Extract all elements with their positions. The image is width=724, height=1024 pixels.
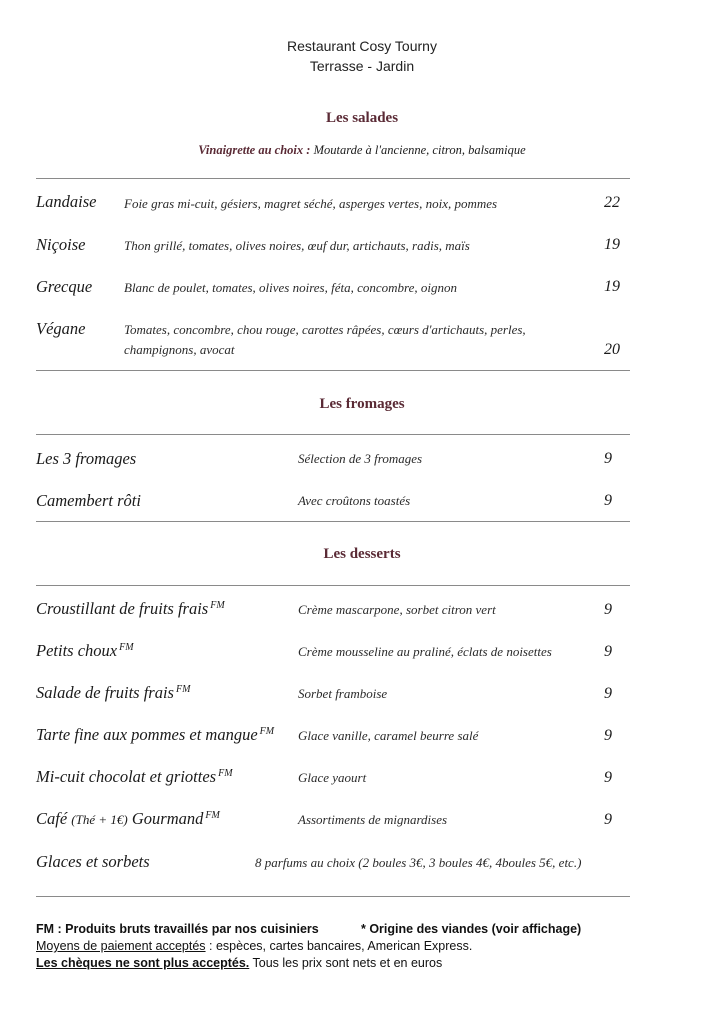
vinaigrette-label: Vinaigrette au choix :	[198, 143, 311, 157]
divider	[36, 434, 630, 435]
dessert-price: 9	[604, 643, 612, 660]
fm-mark: FM	[210, 599, 225, 611]
dessert-name: Glaces et sorbets	[36, 852, 150, 871]
dessert-description: Crème mousseline au praliné, éclats de noisettes	[298, 644, 552, 659]
salad-description: Thon grillé, tomates, olives noires, œuf dur, artichauts, radis, maïs	[124, 238, 470, 253]
dessert-price: 9	[604, 601, 612, 618]
dessert-description: Sorbet framboise	[298, 686, 388, 701]
cheese-price: 9	[604, 450, 612, 467]
dessert-description: Assortiments de mignardises	[298, 812, 448, 827]
divider	[36, 585, 630, 586]
vinaigrette-options: Moutarde à l'ancienne, citron, balsamique	[313, 143, 526, 157]
cheese-price: 9	[604, 492, 612, 509]
dessert-price: 9	[604, 727, 612, 744]
restaurant-name: Restaurant Cosy Tourny	[287, 38, 437, 54]
salad-price: 19	[604, 236, 620, 253]
section-title-salads: Les salades	[325, 110, 399, 126]
dessert-price: 9	[604, 685, 612, 702]
divider	[36, 521, 630, 522]
dessert-description: 8 parfums au choix (2 boules 3€, 3 boules 4€, 4boules 5€, etc.)	[255, 855, 582, 870]
fm-mark: FM	[119, 641, 134, 653]
payment-note	[36, 939, 472, 953]
cheese-description: Sélection de 3 fromages	[298, 451, 423, 466]
dessert-name: Petits choux $^{FM}$	[36, 641, 134, 660]
salad-name: Grecque	[36, 277, 93, 296]
dessert-name: Salade de fruits frais $^{FM}$	[36, 683, 191, 702]
salad-price: 19	[604, 278, 620, 295]
dessert-name: Croustillant de fruits frais $^{FM}$	[36, 599, 225, 618]
divider	[36, 370, 630, 371]
cheese-description: Avec croûtons toastés	[298, 493, 411, 508]
dessert-name: Café (Thé + 1€) Gourmand $^{FM}$	[36, 809, 220, 828]
payment-methods: : espèces, cartes bancaires, American Express.	[205, 939, 473, 953]
dessert-description: Crème mascarpone, sorbet citron vert	[298, 602, 496, 617]
fm-mark: FM	[205, 809, 220, 821]
fm-mark: FM	[175, 683, 191, 695]
divider	[36, 178, 630, 179]
dessert-price: 9	[604, 769, 612, 786]
fm-mark: FM	[218, 767, 233, 779]
salad-description: champignons, avocat	[124, 342, 235, 357]
dessert-name: Tarte fine aux pommes et mangue $^{FM}$	[36, 725, 275, 744]
restaurant-subtitle: Terrasse - Jardin	[309, 58, 415, 74]
cheese-name: Les 3 fromages	[36, 449, 137, 468]
cheque-warning: Les chèques ne sont plus acceptés.	[36, 956, 250, 970]
origin-footnote: * Origine des viandes (voir affichage)	[361, 922, 582, 936]
divider	[36, 896, 630, 897]
dessert-description: Glace yaourt	[298, 770, 367, 785]
salad-name: Végane	[36, 319, 86, 338]
cheese-name: Camembert rôti	[36, 491, 141, 510]
dessert-price: 9	[604, 811, 612, 828]
salad-description: Blanc de poulet, tomates, olives noires, féta, concombre, oignon	[124, 280, 457, 295]
tea-option: (Thé + 1€)	[71, 812, 128, 827]
vinaigrette-note	[0, 143, 724, 158]
salad-name: Landaise	[36, 192, 97, 211]
salad-price: 20	[604, 341, 620, 358]
fm-mark: FM	[259, 725, 275, 737]
prices-note: Tous les prix sont nets et en euros	[249, 956, 443, 970]
fm-footnote: FM : Produits bruts travaillés par nos cuisiniers	[36, 922, 319, 936]
dessert-description: Glace vanille, caramel beurre salé	[298, 728, 479, 743]
section-title-desserts: Les desserts	[323, 546, 401, 562]
section-title-cheeses: Les fromages	[319, 396, 405, 412]
salad-description: Foie gras mi-cuit, gésiers, magret séché, asperges vertes, noix, pommes	[124, 196, 498, 211]
salad-price: 22	[604, 194, 620, 211]
salad-description: Tomates, concombre, chou rouge, carottes râpées, cœurs d'artichauts, perles,	[124, 322, 526, 337]
dessert-name: Mi-cuit chocolat et griottes $^{FM}$	[36, 767, 233, 786]
cheque-note	[36, 956, 442, 970]
payment-label: Moyens de paiement acceptés	[36, 939, 206, 953]
salad-name: Niçoise	[36, 235, 86, 254]
